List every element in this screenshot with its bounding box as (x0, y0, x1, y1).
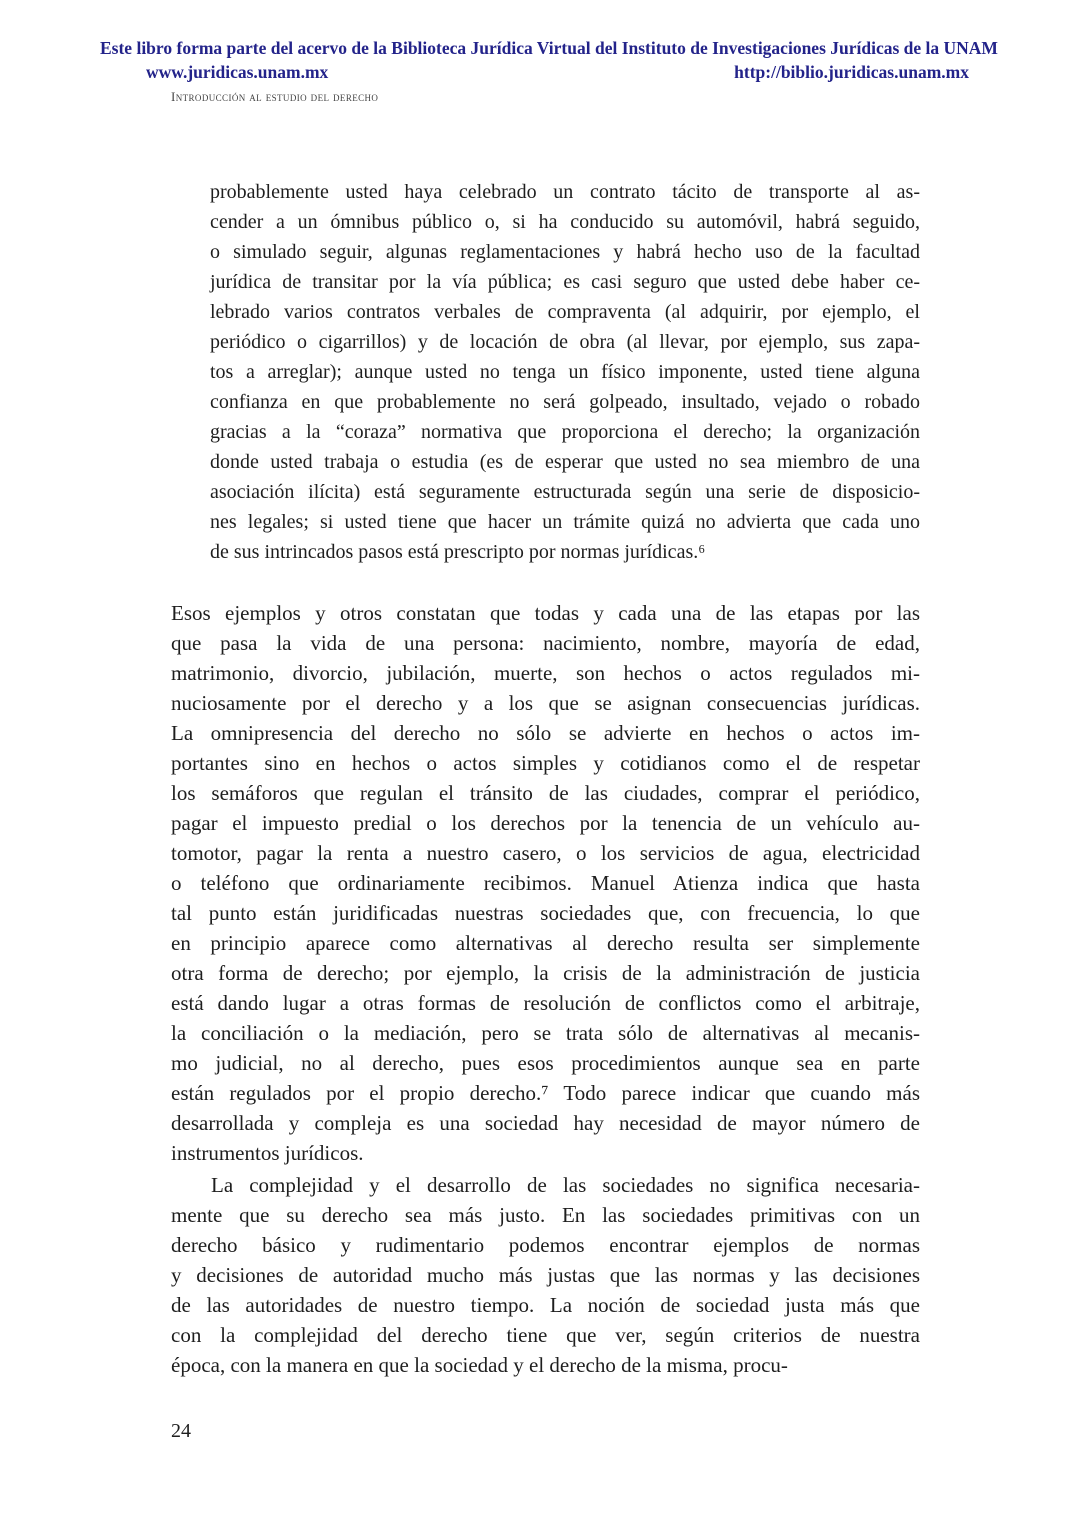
text-line: tomotor, pagar la renta a nuestro casero, o los servicios de agua, electricidad (171, 841, 920, 865)
paragraph-2 (171, 1170, 920, 1380)
text-line: portantes sino en hechos o actos simples y cotidianos como el de respetar (171, 751, 920, 775)
text-line: confianza en que probablemente no será golpeado, insultado, vejado o robado (210, 391, 920, 413)
library-notice: Este libro forma parte del acervo de la Biblioteca Jurídica Virtual del Instituto de Investigaciones Jurídicas de la UNAM (100, 38, 998, 58)
text-line: La omnipresencia del derecho no sólo se advierte en hechos o actos im- (171, 721, 920, 745)
text-line: probablemente usted haya celebrado un contrato tácito de transporte al as- (210, 181, 920, 203)
text-line: lebrado varios contratos verbales de compraventa (al adquirir, por ejemplo, el (210, 301, 920, 323)
running-head: Introducción al estudio del derecho (171, 89, 379, 104)
text-line: tal punto están juridificadas nuestras sociedades que, con frecuencia, lo que (171, 901, 920, 925)
page-number: 24 (171, 1420, 191, 1442)
text-line: nuciosamente por el derecho y a los que se asignan consecuencias jurídicas. (171, 691, 920, 715)
text-line: Esos ejemplos y otros constatan que todas y cada una de las etapas por las (171, 601, 920, 625)
text-line: cender a un ómnibus público o, si ha conducido su automóvil, habrá seguido, (210, 211, 920, 233)
text-line: pagar el impuesto predial o los derechos por la tenencia de un vehículo au- (171, 811, 920, 835)
text-line: mente que su derecho sea más justo. En las sociedades primitivas con un (171, 1203, 920, 1227)
text-line: y decisiones de autoridad mucho más justas que las normas y las decisiones (171, 1263, 920, 1287)
text-line: mo judicial, no al derecho, pues esos procedimientos aunque sea en parte (171, 1051, 920, 1075)
text-line: o teléfono que ordinariamente recibimos. Manuel Atienza indica que hasta (171, 871, 920, 895)
text-line: otra forma de derecho; por ejemplo, la crisis de la administración de justicia (171, 961, 920, 985)
text-line: están regulados por el propio derecho.⁷ Todo parece indicar que cuando más (171, 1081, 920, 1105)
text-line: asociación ilícita) está seguramente estructurada según una serie de disposicio- (210, 481, 920, 503)
text-line: de sus intrincados pasos está prescripto por normas jurídicas.⁶ (210, 541, 706, 563)
text-line: en principio aparece como alternativas al derecho resulta ser simplemente (171, 931, 920, 955)
text-line: los semáforos que regulan el tránsito de las ciudades, comprar el periódico, (171, 781, 920, 805)
text-line: tos a arreglar); aunque usted no tenga un físico imponente, usted tiene alguna (210, 361, 920, 383)
text-line: está dando lugar a otras formas de resolución de conflictos como el arbitraje, (171, 991, 920, 1015)
text-line: que pasa la vida de una persona: nacimiento, nombre, mayoría de edad, (171, 631, 920, 655)
text-line: desarrollada y compleja es una sociedad hay necesidad de mayor número de (171, 1111, 920, 1135)
paragraph-1 (171, 598, 920, 1168)
text-line: matrimonio, divorcio, jubilación, muerte, son hechos o actos regulados mi- (171, 661, 920, 685)
link-juridicas[interactable]: www.juridicas.unam.mx (146, 62, 329, 82)
text-line: o simulado seguir, algunas reglamentaciones y habrá hecho uso de la facultad (210, 241, 920, 263)
text-line: La complejidad y el desarrollo de las sociedades no significa necesaria- (211, 1173, 920, 1197)
text-line: derecho básico y rudimentario podemos encontrar ejemplos de normas (171, 1233, 920, 1257)
block-quote (210, 177, 920, 567)
text-line: donde usted trabaja o estudia (es de esperar que usted no sea miembro de una (210, 451, 920, 473)
text-line: periódico o cigarrillos) y de locación de obra (al llevar, por ejemplo, sus zapa- (210, 331, 920, 353)
text-line: nes legales; si usted tiene que hacer un trámite quizá no advierta que cada uno (210, 511, 920, 533)
text-line: la conciliación o la mediación, pero se trata sólo de alternativas al mecanis- (171, 1021, 920, 1045)
text-line: gracias a la “coraza” normativa que proporciona el derecho; la organización (210, 421, 920, 443)
link-biblio[interactable]: http://biblio.juridicas.unam.mx (734, 62, 969, 82)
text-line: de las autoridades de nuestro tiempo. La noción de sociedad justa más que (171, 1293, 920, 1317)
text-line: jurídica de transitar por la vía pública; es casi seguro que usted debe haber ce- (210, 271, 920, 293)
text-line: época, con la manera en que la sociedad y el derecho de la misma, procu- (171, 1353, 788, 1377)
text-line: instrumentos jurídicos. (171, 1141, 364, 1165)
text-line: con la complejidad del derecho tiene que ver, según criterios de nuestra (171, 1323, 920, 1347)
